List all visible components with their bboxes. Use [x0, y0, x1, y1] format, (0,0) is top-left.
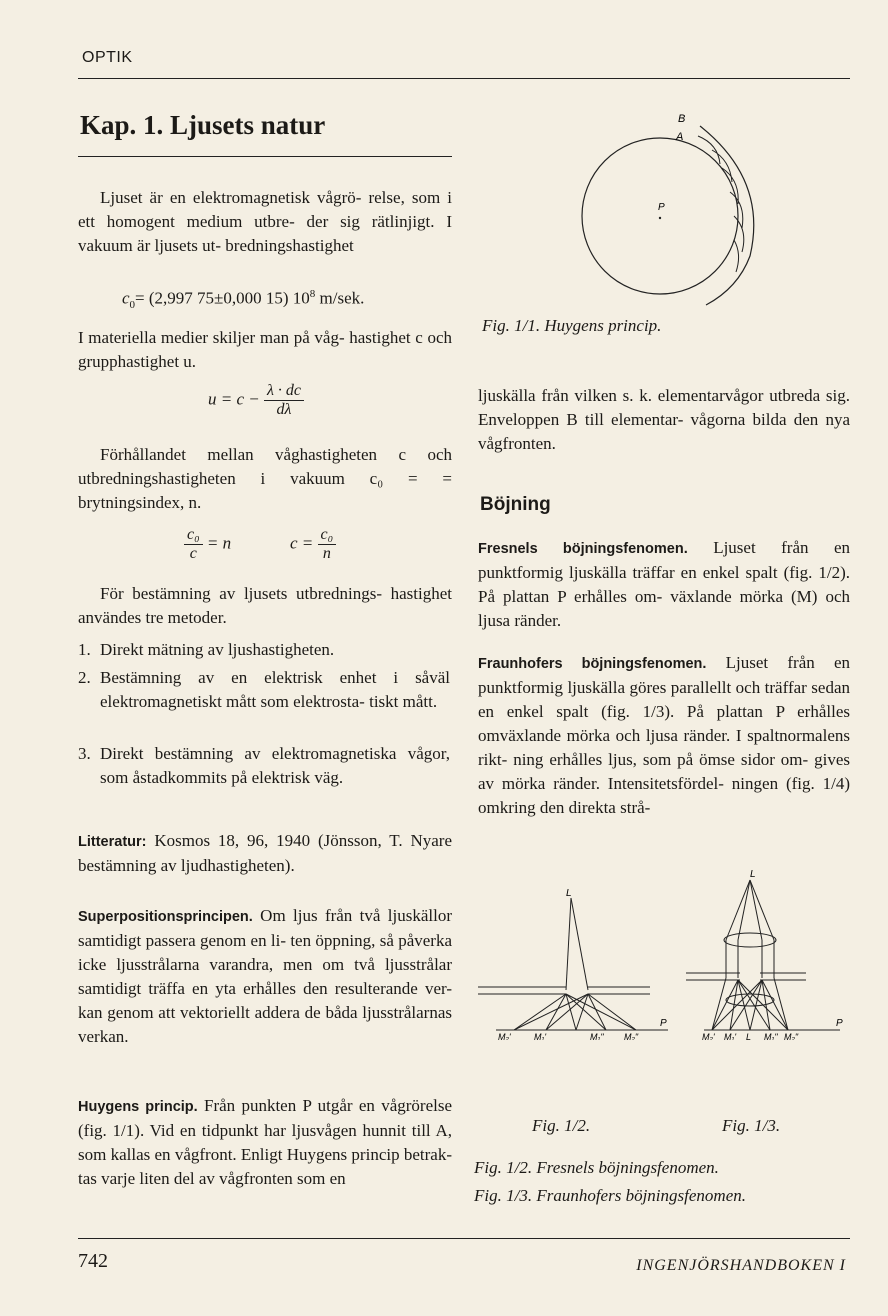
n-fraction-1: [184, 526, 203, 563]
superposition-paragraph: [78, 904, 452, 1049]
book-title: INGENJÖRSHANDBOKEN I: [636, 1257, 846, 1274]
fraunhofer-figure-caption: Fig. 1/3. Fraunhofers böjningsfenomen.: [474, 1186, 746, 1205]
list-item: [78, 666, 450, 714]
fraunhofer-label: Fraunhofers böjningsfenomen.: [478, 656, 707, 672]
n-formula-2: [290, 526, 336, 563]
list-item: [78, 638, 450, 662]
literature-paragraph: [78, 829, 452, 878]
fresnel-figure-caption: Fig. 1/2. Fresnels böjningsfenomen.: [474, 1158, 719, 1177]
fig13-label-m2l: M₂': [702, 1032, 715, 1040]
fig13-label-l-center: L: [746, 1032, 752, 1040]
u-formula: [208, 382, 304, 419]
list-text: Direkt mätning av ljushastigheten.: [100, 640, 335, 659]
superposition-text: Om ljus från två ljuskällor samtidigt passera genom en li- ten öppning, så påverka icke ljusstrålarna varandra, men om två ljusstrålar samtidigt träffa en yta erhålles den resulterande ver- kan genom att vektoriellt addera de båda ljusstrålarnas verkan.: [78, 906, 452, 1046]
list-item: [78, 742, 450, 790]
list-number: 1.: [78, 640, 91, 659]
fresnel-paragraph: [478, 536, 850, 633]
huygens-figure: [570, 100, 770, 315]
fig13-label-m1l: M₁': [724, 1032, 737, 1040]
literature-label: Litteratur:: [78, 834, 147, 850]
section-heading-bojning: Böjning: [480, 494, 551, 515]
u-fraction: [264, 382, 304, 419]
fig13-label-m2r: M₂": [784, 1032, 799, 1040]
list-number: 2.: [78, 668, 91, 687]
fig13-label-l-top: L: [750, 869, 756, 880]
chapter-title: Kap. 1. Ljusets natur: [80, 110, 326, 140]
n1-rhs: = n: [206, 533, 232, 553]
page-number: 742: [78, 1250, 108, 1272]
fresnel-label: Fresnels böjningsfenomen.: [478, 541, 688, 557]
u-fraction-numerator: λ · dc: [264, 382, 304, 401]
superposition-label: Superpositionsprincipen.: [78, 909, 253, 925]
c0-value: = (2,997 75±0,000 15) 10: [135, 288, 310, 308]
fresnel-figure: [476, 880, 672, 1040]
media-paragraph: I materiella medier skiljer man på våg- hastighet c och grupphastighet u.: [78, 328, 452, 371]
fresnel-text: Ljuset från en punktformig ljuskälla träffar en enkel spalt (fig. 1/2). På plattan P erhålles om- växlande mörka (M) och ljusa ränder.: [478, 538, 850, 630]
fig12-label-l: L: [566, 888, 572, 899]
fig13-label-m1r: M₁": [764, 1032, 778, 1040]
n2-denominator: n: [322, 545, 331, 562]
list-text: Bestämning av en elektrisk enhet i såväl elektromagnetiskt mått som elektrosta- tiskt mått.: [100, 668, 450, 711]
literature-text: Kosmos 18, 96, 1940 (Jönsson, T. Nyare bestämning av ljudhastigheten).: [78, 831, 452, 875]
c0-exponent: 8: [309, 288, 316, 300]
fig12-caption: Fig. 1/2.: [532, 1116, 591, 1135]
n-formula-1: [184, 526, 231, 563]
u-fraction-denominator: dλ: [276, 401, 292, 418]
c0-symbol: c: [122, 288, 130, 308]
fig12-label-m1l: M₁': [534, 1032, 547, 1040]
fraunhofer-text: Ljuset från en punktformig ljuskälla göres parallellt och träffar sedan en enkel spalt (fig. 1/3). På plattan P erhålles omväxlande mörka och ljusa ränder. I spaltnormalens rikt- ning erhålles ljus, som på ömse sidor om- gives av mörka ränder. Intensitetsfördel- ningen (fig. 1/4) omkring den direkta strå-: [478, 653, 851, 817]
u-formula-lhs: u = c −: [208, 389, 260, 409]
list-number: 3.: [78, 744, 91, 763]
huygens-continuation: ljuskälla från vilken s. k. elementarvågor utbreda sig. Enveloppen B till elementar- vågorna bilda den nya vågfronten.: [478, 386, 850, 453]
label-p: P: [658, 202, 665, 213]
fig11-caption: Fig. 1/1. Huygens princip.: [482, 316, 662, 335]
fraunhofer-figure: [680, 868, 850, 1040]
n1-numerator: c₀: [184, 526, 203, 545]
fig13-label-p: P: [836, 1018, 843, 1029]
n2-numerator: c₀: [318, 526, 337, 545]
huygens-label: Huygens princip.: [78, 1099, 198, 1115]
label-a: A: [676, 131, 684, 143]
c0-unit: m/sek.: [315, 288, 365, 308]
fig13-caption: Fig. 1/3.: [722, 1116, 781, 1135]
fig12-label-m2r: M₂": [624, 1032, 639, 1040]
chapter-rule: [78, 156, 452, 157]
label-b: B: [678, 113, 686, 125]
c0-formula: [122, 288, 364, 311]
huygens-paragraph: [78, 1094, 452, 1191]
fraunhofer-paragraph: [478, 651, 850, 820]
header-rule: [78, 78, 850, 79]
fig12-label-m2l: M₂': [498, 1032, 511, 1040]
huygens-text: Från punkten P utgår en vågrörelse (fig. 1/1). Vid en tidpunkt har ljusvågen hunnit till A, som kallas en vågfront. Enligt Huygens princip betrak- tas varje liten del av vågfronten som en: [78, 1096, 452, 1188]
wavefront-a-circle: [582, 138, 738, 294]
n1-denominator: c: [189, 545, 197, 562]
intro-paragraph: Ljuset är en elektromagnetisk vågrö- relse, som i ett homogent medium utbre- der sig rätlinjigt. I vakuum är ljusets ut- bredningshastighet: [78, 188, 452, 255]
running-title: OPTIK: [82, 49, 133, 66]
fig12-label-m1r: M₁": [590, 1032, 604, 1040]
footer-rule: [78, 1238, 850, 1239]
ratio-paragraph: Förhållandet mellan våghastigheten c och utbredningshastigheten i vakuum c₀ = = brytningsindex, n.: [78, 445, 452, 512]
n-fraction-2: [318, 526, 337, 563]
point-p: [659, 217, 661, 219]
fig12-label-p: P: [660, 1018, 667, 1029]
list-text: Direkt bestämning av elektromagnetiska vågor, som åstadkommits på elektrisk väg.: [100, 744, 450, 787]
methods-intro: För bestämning av ljusets utbrednings- hastighet användes tre metoder.: [78, 584, 452, 627]
n2-lhs: c =: [290, 533, 314, 553]
c0-subscript: 0: [129, 299, 136, 312]
